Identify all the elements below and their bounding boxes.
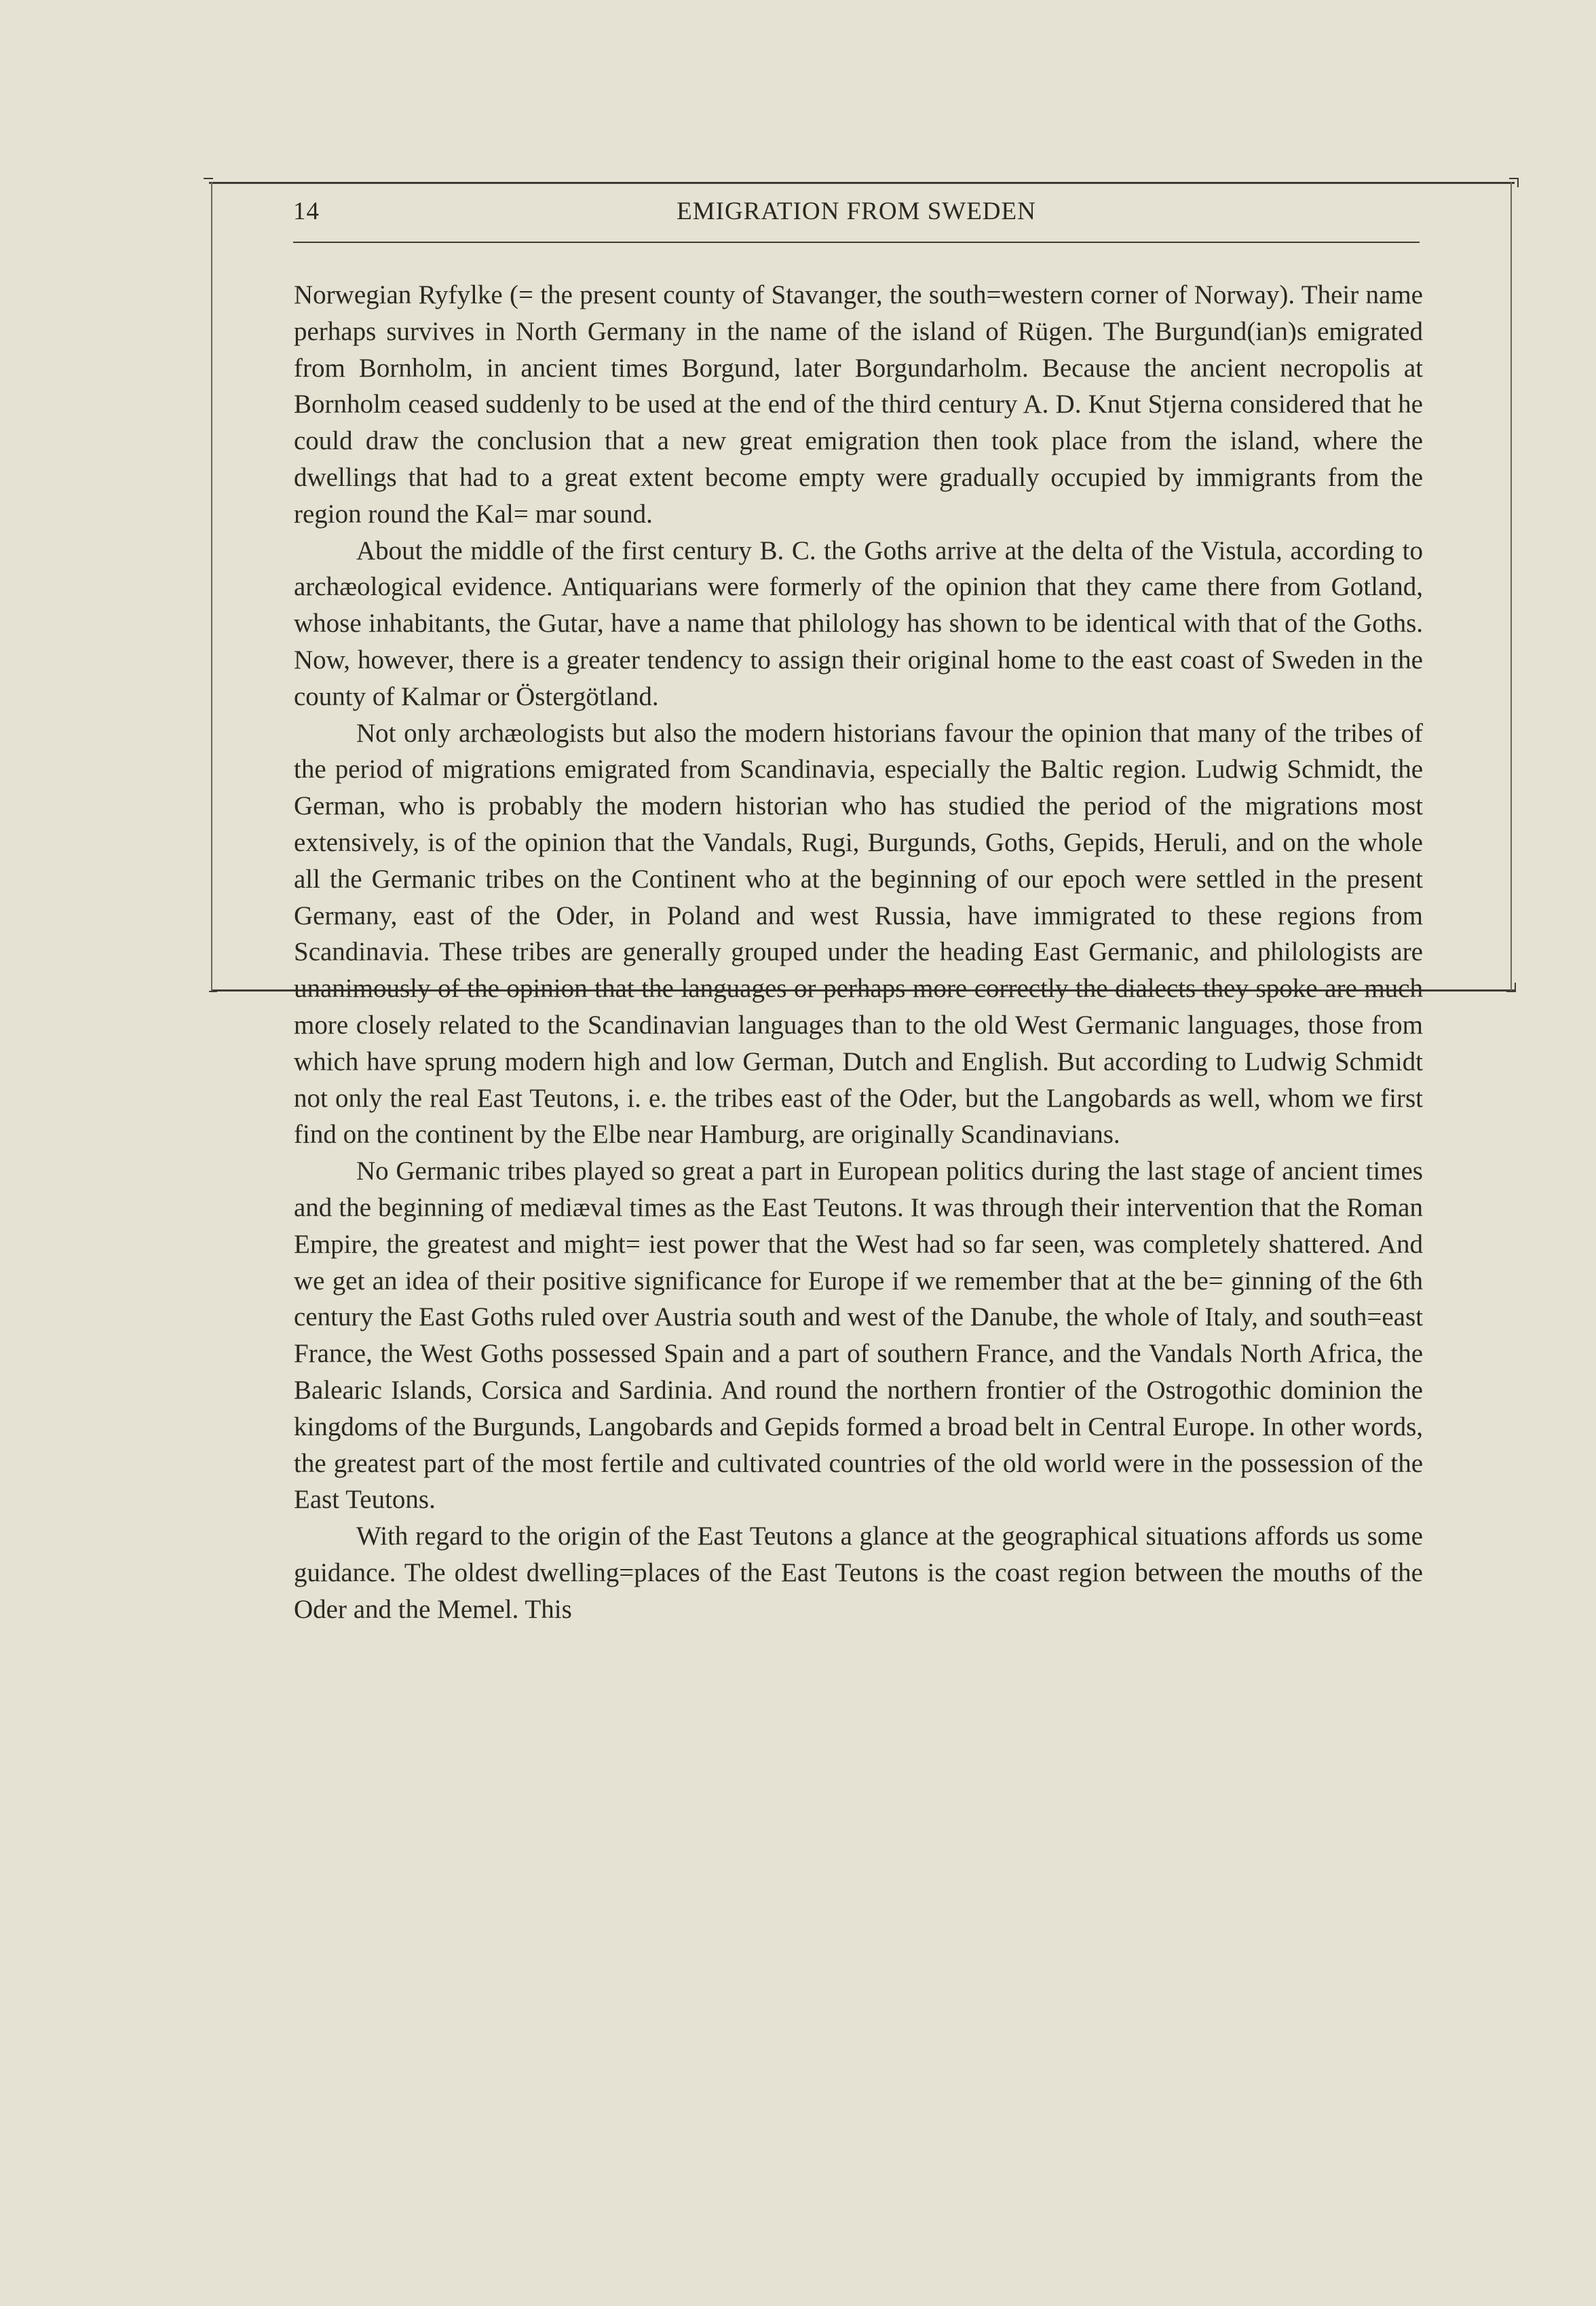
- running-head: [293, 197, 1420, 231]
- page-frame-left-rule: [211, 182, 212, 991]
- header-rule: [293, 242, 1420, 243]
- body-text: [294, 277, 1423, 1627]
- frame-corner-mark: [1509, 178, 1519, 187]
- paragraph: Norwegian Ryfylke (= the present county of Stavanger, the south=western corner of Norway). Their name perhaps survives in North Germany in the name of the island of Rügen. The Burgund(ian)s emigrated from Bornholm, in ancient times Borgund, later Borgundarholm. Because the ancient necropolis at Bornholm ceased suddenly to be used at the end of the third century A. D. Knut Stjerna considered that he could draw the conclusion that a new great emigration then took place from the island, where the dwellings that had to a great extent become empty were gradually occupied by immigrants from the region round the Kal= mar sound.: [294, 280, 1423, 529]
- paragraph: Not only archæologists but also the modern historians favour the opinion that many of the tribes of the period of migrations emigrated from Scandinavia, especially the Baltic region. Ludwig Schmidt, the German, who is probably the modern historian who has studied the period of the migrations most extensively, is of the opinion that the Vandals, Rugi, Burgunds, Goths, Gepids, Heruli, and on the whole all the Germanic tribes on the Continent who at the beginning of our epoch were settled in the present Germany, east of the Oder, in Poland and west Russia, have immigrated to these regions from Scandinavia. These tribes are generally grouped under the heading East Germanic, and philologists are unanimously of the opinion that the languages or perhaps more correctly the dialects they spoke are much more closely related to the Scandinavian languages than to the old West Germanic languages, those from which have sprung modern high and low German, Dutch and English. But according to Ludwig Schmidt not only the real East Teutons, i. e. the tribes east of the Oder, but the Langobards as well, whom we first find on the continent by the Elbe near Hamburg, are originally Scandinavians.: [294, 718, 1423, 1150]
- page-frame-right-rule: [1510, 182, 1512, 991]
- paragraph: No Germanic tribes played so great a part in European politics during the last stage of ancient times and the beginning of mediæval times as the East Teutons. It was through their intervention that the Roman Empire, the greatest and might= iest power that the West had so far seen, was completely shattered. And we get an idea of their positive significance for Europe if we remember that at the be= ginning of the 6th century the East Goths ruled over Austria south and west of the Danube, the whole of Italy, and south=east France, the West Goths possessed Spain and a part of southern France, and the Vandals North Africa, the Balearic Islands, Corsica and Sardinia. And round the northern frontier of the Ostrogothic dominion the kingdoms of the Burgunds, Langobards and Gepids formed a broad belt in Central Europe. In other words, the greatest part of the most fertile and cultivated countries of the old world were in the possession of the East Teutons.: [294, 1156, 1424, 1515]
- frame-corner-mark: [209, 983, 217, 992]
- frame-corner-mark: [204, 178, 213, 186]
- paragraph: With regard to the origin of the East Teutons a glance at the geographical situations affords us some guidance. The oldest dwelling=places of the East Teutons is the coast region between the mouths of the Oder and the Memel. This: [294, 1521, 1423, 1624]
- paragraph: About the middle of the first century B. C. the Goths arrive at the delta of the Vistula, according to archæological evidence. Antiquarians were formerly of the opinion that they came there from Gotland, whose inhabitants, the Gutar, have a name that philology has shown to be identical with that of the Goths. Now, however, there is a greater tendency to assign their original home to the east coast of Sweden in the county of Kalmar or Östergötland.: [294, 535, 1423, 711]
- frame-corner-mark: [1506, 983, 1516, 992]
- running-title: EMIGRATION FROM SWEDEN: [677, 197, 1036, 225]
- page-frame-top-rule: [209, 182, 1515, 184]
- page-number: 14: [293, 197, 320, 225]
